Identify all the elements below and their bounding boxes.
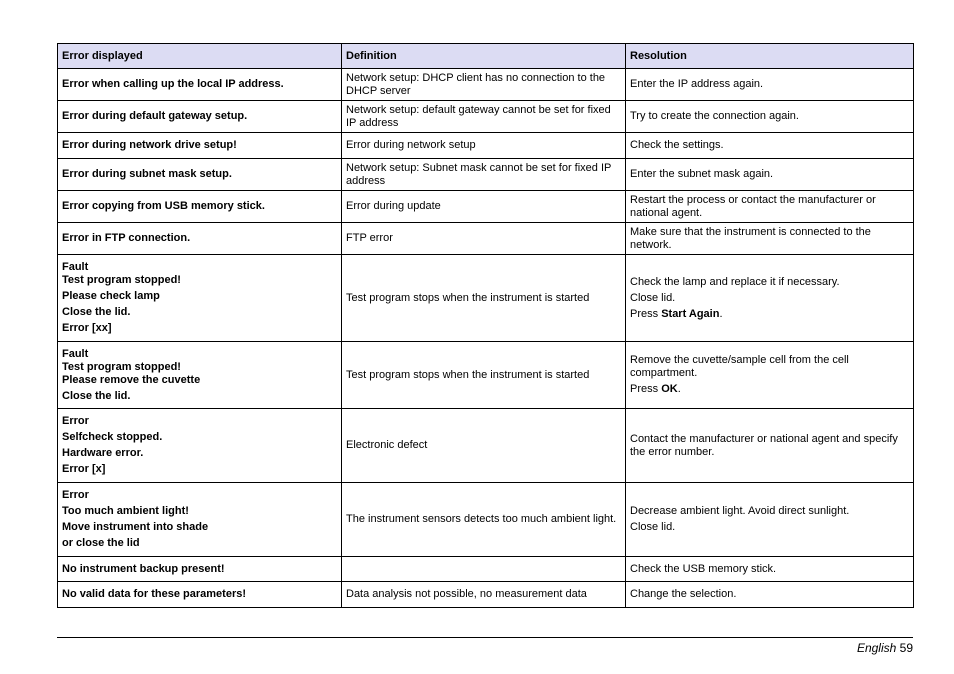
resolution-cell: Make sure that the instrument is connected to the network. — [626, 223, 914, 255]
error-line: Close the lid. — [62, 306, 131, 318]
header-resolution: Resolution — [626, 44, 914, 69]
error-cell: Error when calling up the local IP address. — [58, 69, 342, 101]
table-row — [58, 159, 914, 191]
definition-cell: FTP error — [342, 223, 626, 255]
error-line: Fault — [62, 261, 89, 273]
table-row — [58, 557, 914, 582]
error-line: Test program stopped! — [62, 274, 181, 286]
definition-cell: Data analysis not possible, no measurement data — [342, 582, 626, 608]
table-header-row — [58, 44, 914, 69]
table-row — [58, 483, 914, 557]
error-cell: No valid data for these parameters! — [58, 582, 342, 608]
table-row — [58, 409, 914, 483]
table-row — [58, 101, 914, 133]
page-footer — [857, 641, 913, 655]
period-text: . — [677, 383, 681, 395]
resolution-line: Close lid. — [630, 521, 676, 533]
error-line: Move instrument into shade — [62, 521, 209, 533]
error-cell — [58, 483, 342, 557]
error-line: Selfcheck stopped. — [62, 431, 163, 443]
resolution-cell: Check the USB memory stick. — [626, 557, 914, 582]
resolution-cell: Try to create the connection again. — [626, 101, 914, 133]
resolution-cell: Enter the IP address again. — [626, 69, 914, 101]
error-cell: Error during subnet mask setup. — [58, 159, 342, 191]
table-row — [58, 255, 914, 342]
header-definition: Definition — [342, 44, 626, 69]
error-line: Test program stopped! — [62, 360, 181, 373]
table-row — [58, 342, 914, 409]
error-line: Please check lamp — [62, 290, 160, 302]
error-cell: Error during network drive setup! — [58, 133, 342, 159]
resolution-line: Remove the cuvette/sample cell from the cell compartment. — [630, 354, 849, 379]
error-cell — [58, 342, 342, 409]
footer-language: English — [856, 641, 897, 655]
definition-cell: Network setup: default gateway cannot be set for fixed IP address — [342, 101, 626, 133]
definition-cell: Test program stops when the instrument is started — [342, 342, 626, 409]
error-cell — [58, 409, 342, 483]
table-row — [58, 69, 914, 101]
press-text: Press — [630, 383, 659, 395]
definition-cell: Electronic defect — [342, 409, 626, 483]
error-line: Error [xx] — [62, 322, 112, 334]
error-line: or close the lid — [62, 537, 140, 549]
table-row — [58, 223, 914, 255]
definition-cell: Network setup: Subnet mask cannot be set for fixed IP address — [342, 159, 626, 191]
table-row — [58, 582, 914, 608]
table-row — [58, 133, 914, 159]
footer-divider — [57, 637, 913, 638]
definition-cell — [342, 557, 626, 582]
error-cell — [58, 255, 342, 342]
resolution-cell — [626, 483, 914, 557]
error-cell: Error in FTP connection. — [58, 223, 342, 255]
press-text: Press — [630, 307, 659, 320]
definition-cell: Error during network setup — [342, 133, 626, 159]
error-line: Fault — [62, 347, 89, 360]
table-row — [58, 191, 914, 223]
page-number: 59 — [899, 641, 913, 655]
resolution-cell: Restart the process or contact the manufacturer or national agent. — [626, 191, 914, 223]
period-text: . — [719, 307, 723, 320]
error-line: Close the lid. — [62, 389, 131, 402]
error-line: Please remove the cuvette — [62, 373, 201, 386]
resolution-cell: Change the selection. — [626, 582, 914, 608]
error-cell: No instrument backup present! — [58, 557, 342, 582]
start-again-text: Start Again — [661, 307, 720, 320]
resolution-cell — [626, 342, 914, 409]
error-cell: Error during default gateway setup. — [58, 101, 342, 133]
resolution-line: Decrease ambient light. Avoid direct sunlight. — [630, 505, 850, 517]
resolution-line: Check the lamp and replace it if necessary. — [630, 275, 840, 288]
error-line: Too much ambient light! — [62, 505, 189, 517]
resolution-line — [630, 308, 909, 321]
definition-cell: Network setup: DHCP client has no connection to the DHCP server — [342, 69, 626, 101]
error-line: Hardware error. — [62, 447, 144, 459]
definition-cell: The instrument sensors detects too much ambient light. — [342, 483, 626, 557]
resolution-cell: Enter the subnet mask again. — [626, 159, 914, 191]
definition-cell: Test program stops when the instrument is started — [342, 255, 626, 342]
error-cell: Error copying from USB memory stick. — [58, 191, 342, 223]
error-line: Error — [62, 489, 89, 501]
definition-cell: Error during update — [342, 191, 626, 223]
error-line: Error [x] — [62, 463, 106, 475]
error-table — [57, 43, 914, 608]
resolution-line: Close lid. — [630, 291, 676, 304]
error-line: Error — [62, 415, 89, 427]
resolution-cell — [626, 255, 914, 342]
resolution-cell: Check the settings. — [626, 133, 914, 159]
resolution-cell: Contact the manufacturer or national agent and specify the error number. — [626, 409, 914, 483]
header-error-displayed: Error displayed — [58, 44, 342, 69]
resolution-line — [630, 383, 909, 396]
ok-text: OK — [661, 383, 678, 395]
